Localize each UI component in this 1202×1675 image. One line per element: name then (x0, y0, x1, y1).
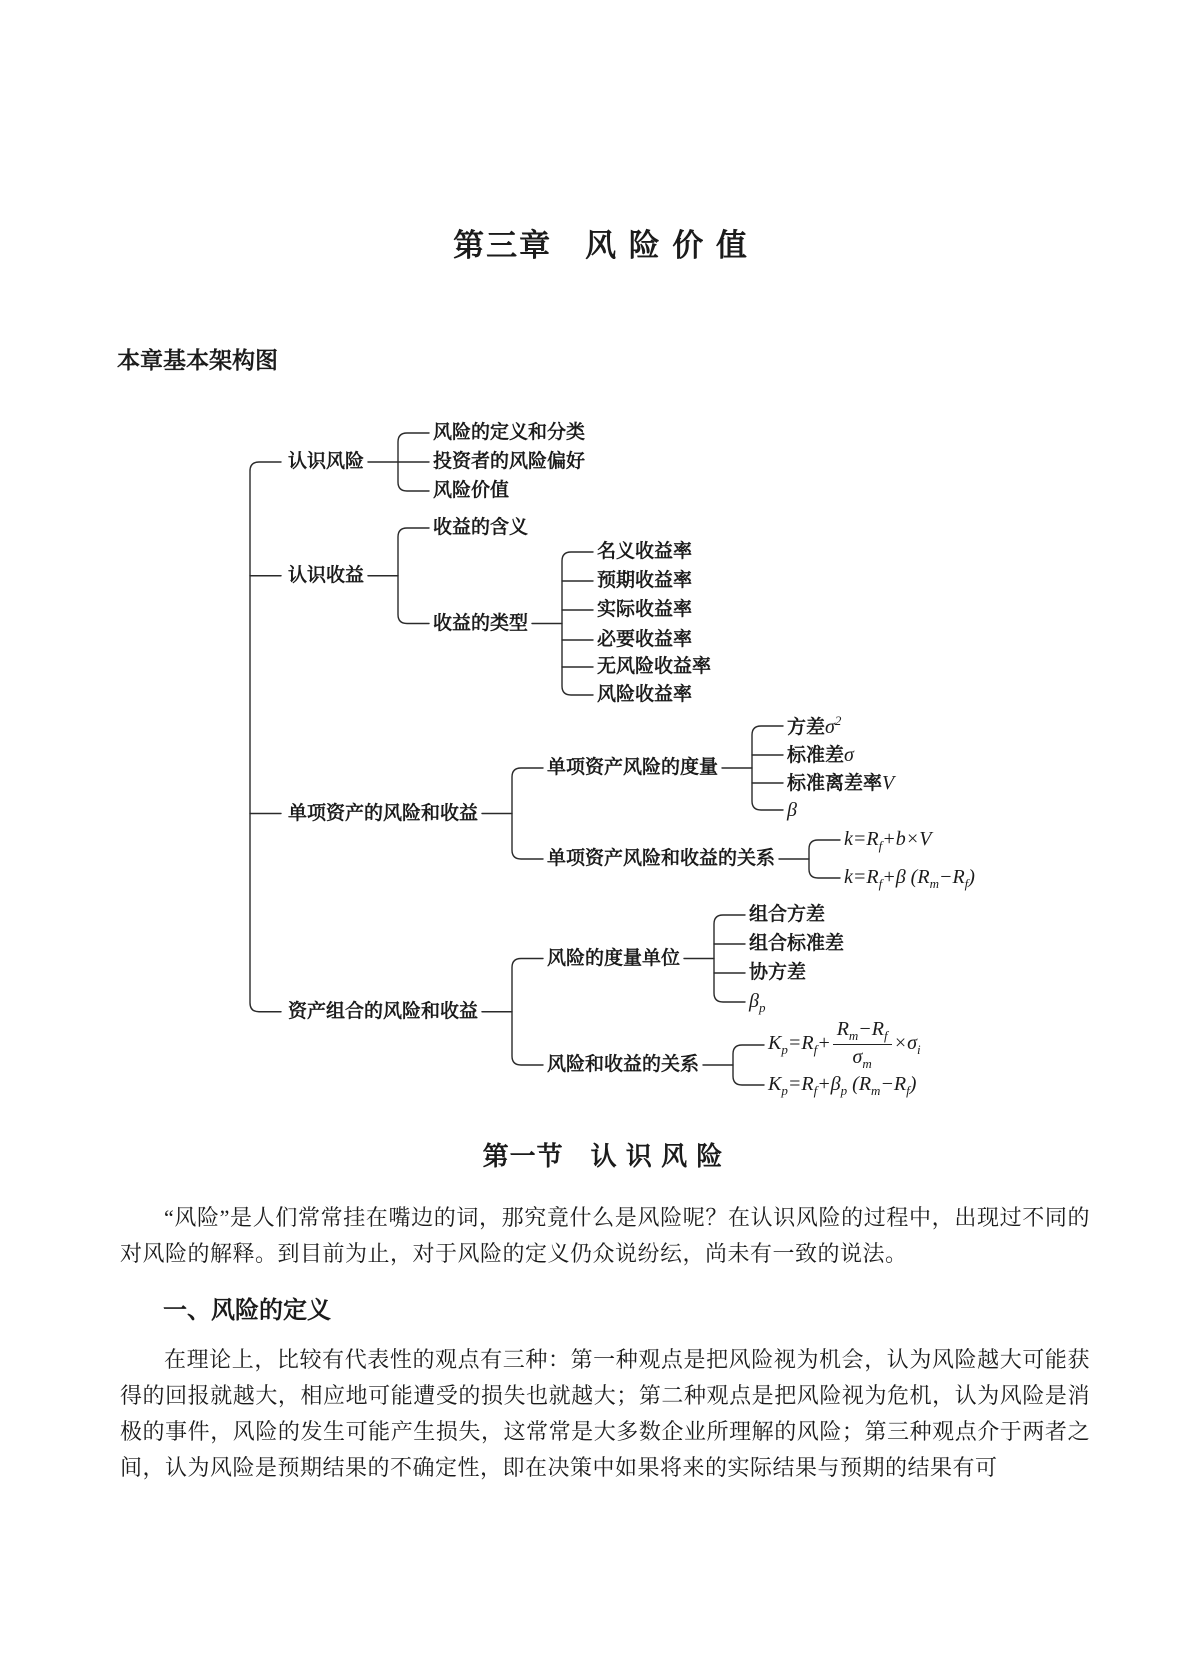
tree-connector (512, 768, 543, 859)
fraction: $\frac{R_m-R_f}{\sigma_m}$ (833, 1018, 892, 1072)
formula: $K_p=R_f+\beta_p$ $(R_m-R_f)$ (768, 1072, 917, 1098)
subsection-heading: 一、风险的定义 (163, 1297, 331, 1324)
tree-node: 风险和收益的关系 (547, 1054, 700, 1075)
tree-node: 风险收益率 (597, 684, 693, 705)
tree-node: 方差$\sigma^2$ (787, 712, 842, 738)
tree-node: 实际收益率 (597, 599, 693, 620)
paragraph-definition: 在理论上，比较有代表性的观点有三种：第一种观点是把风险视为机会，认为风险越大可能获得的回报就越大，相应地可能遭受的损失也就越大；第二种观点是把风险视为危机，认为风险是消极的事件，风险的发生可能产生损失，这常常是大多数企业所理解的风险；第三种观点介于两者之间，认为风险是预期结果的不确定性，即在决策中如果将来的实际结果与预期的结果有可 (120, 1347, 1090, 1480)
tree-node (844, 865, 975, 892)
tree-node (787, 798, 797, 823)
tree-connector (752, 726, 783, 810)
tree-node: 认识风险 (288, 451, 365, 472)
tree-node: 风险价值 (433, 480, 510, 501)
tree-node: 风险的度量单位 (547, 947, 681, 969)
tree-connector (250, 462, 281, 1012)
tree-connector (562, 552, 593, 695)
tree-node: 收益的类型 (433, 612, 529, 634)
chapter-title: 第三章 风 险 价 值 (453, 228, 749, 263)
formula: σ (844, 743, 854, 766)
formula: V (882, 771, 895, 794)
tree-node: 资产组合的风险和收益 (288, 1000, 479, 1022)
formula: β (787, 798, 797, 821)
tree-node: 投资者的风险偏好 (433, 451, 586, 472)
formula: $\sigma^2$ (825, 712, 842, 738)
formula: $k=R_f+\beta$ $(R_m-R_f)$ (844, 865, 975, 891)
tree-node: 组合方差 (749, 904, 826, 925)
tree-node: 名义收益率 (597, 541, 693, 562)
tree-node: 风险的定义和分类 (433, 422, 586, 443)
tree-connector (398, 528, 429, 624)
tree-node: 收益的含义 (433, 517, 529, 538)
tree-node: 标准离差率V (787, 771, 895, 794)
diagram-heading: 本章基本架构图 (117, 347, 278, 373)
formula: $k=R_f+b\times V$ (844, 827, 932, 853)
tree-node: 认识收益 (288, 564, 365, 586)
tree-connector (714, 915, 745, 1002)
tree-node: 组合标准差 (749, 933, 845, 954)
tree-node: 标准差σ (787, 743, 854, 766)
tree-node (749, 989, 765, 1016)
tree-node: 必要收益率 (597, 629, 693, 650)
tree-node: 协方差 (749, 962, 807, 983)
section-title: 第一节 认 识 风 险 (482, 1141, 724, 1171)
tree-node (768, 1018, 921, 1072)
tree-node: 单项资产风险的度量 (547, 757, 719, 778)
tree-connector (733, 1045, 764, 1085)
tree-node: 单项资产的风险和收益 (288, 802, 479, 824)
tree-connector (512, 959, 543, 1066)
tree-node: 单项资产风险和收益的关系 (547, 848, 776, 869)
formula: $\beta_p$ (749, 989, 766, 1015)
tree-node: 无风险收益率 (597, 656, 712, 677)
tree-node: 预期收益率 (597, 570, 693, 591)
formula: $K_p=R_f+$ $\frac{R_m-R_f}{\sigma_m}$ $\times\sigma_i$ (768, 1018, 921, 1072)
tree-connector (809, 840, 840, 878)
tree-node (844, 827, 931, 854)
paragraph-intro: “风险”是人们常常挂在嘴边的词，那究竟什么是风险呢？在认识风险的过程中，出现过不同的对风险的解释。到目前为止，对于风险的定义仍众说纷纭，尚未有一致的说法。 (120, 1205, 1090, 1266)
tree-node (768, 1072, 916, 1099)
